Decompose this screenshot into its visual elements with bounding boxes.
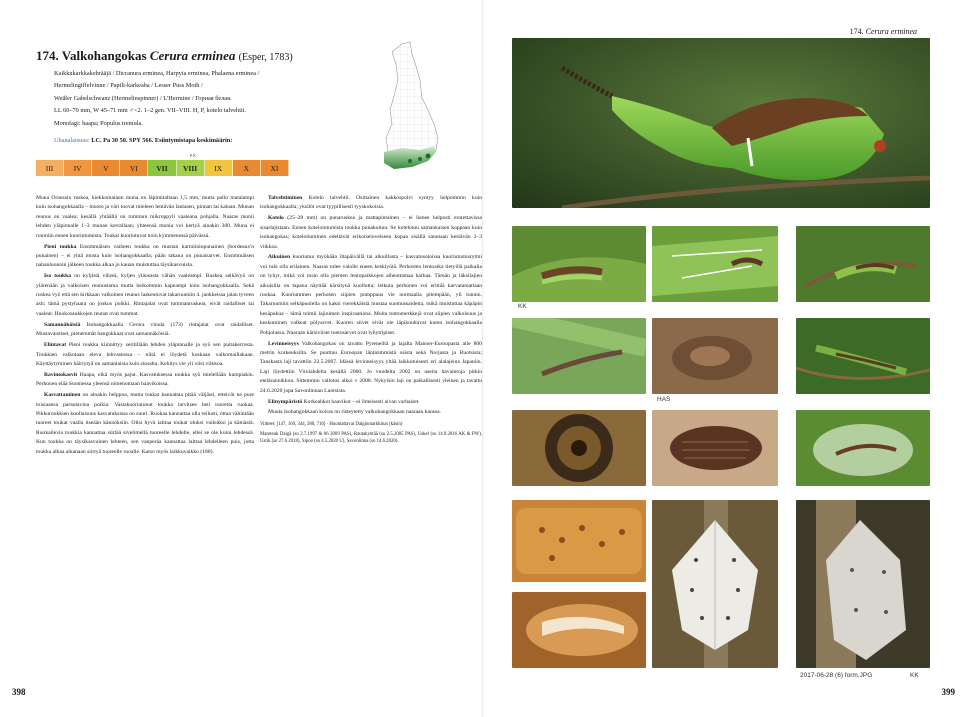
name-line: Kaikkukarkkakehrääjä / Dicranura erminea, Harpyia erminea, Phalaena erminea / — [54, 70, 260, 77]
photo-credit: HAS — [657, 396, 671, 403]
paragraph: Elintavat Pieni toukka kiinnittyy seritillään lehden yläpinnalle ja syö sen puitakerrosta. Toukkien valkotaan eleva lehvastossa – niitä ei löydetä koskaan valkomaillakaan. Käyttäytyminen häiriytyä on samanlaista kuin siosalta. Kehitys vie yli viisi viikkoa. — [36, 342, 254, 367]
text-column-2 — [260, 194, 482, 445]
paragraph: Ravintokasvit Haapa, eikä myös pajut. Kasvatuksessa toukka syö mielellään kumpiakin. Perhonen elää Suomessa yleensä nimenomaan haavikoissa. — [36, 371, 254, 388]
paragraph: Pieni toukka Ensimmäisen vaiheen toukka on mustan karmiininpunainen (bordeaux'n punainen) – ei yhtä musta kuin isohangokkaalla; pään takana on punaisarvet. Ensimmäisen nahanluonnin jälkeen toukka alkaa jo kauan muistuttaa täysikasvuista. — [36, 243, 254, 269]
moth-photo-1 — [652, 500, 778, 668]
name-line: Monofagi: haapa; Populus tremula. — [54, 119, 143, 127]
paragraph: Kasvattaminen on ainakin helppoa, mutta toukat kannattaa pitää väljästi, etteivät ne pure toisiaansa parantavina poikia. Vastakuoriutunut toukka tarvitsee heti tuoretta ruokaa. Pikkuroukkien kuollaisuus kasvatuksissa on suuri. Ruokaa kannattaa olla reilusti, ottaa vähintään tuoreet toukat vaalla itseään kännöksiin. Olisi hyvä laittaa toukat oluksi vuileäksi ja kämästä. Ruokailevia toukkia kannattaa siirtää sivelimellä tuoreelle lehdelle, ellei se ole kuini lehdessä. Kun toukka on täysikasvuinen lehteen, sen vanperäa kannattaa laittaa lehdelleen puis, jotta toukka alkaa aikanaan siirtyä tuoreelle ruoalle. Katso myös laikkuvaikko (180). — [36, 392, 254, 455]
caterpillar-photo-main — [512, 38, 930, 208]
name-line: Weißer Gabelschwanz (Hermelinspinner) / L'Hermine / Горная белая. — [54, 94, 232, 102]
name-line: LL 60–70 mm, W 45–71 mm ♂<2. 1–2 gen. VII–VIII. H, P, kotelo talvehtii. — [54, 107, 247, 115]
paragraph: Muuta Isohangokkaan koiras on risteytetty valkohangokkaan naaraan kanssa. — [268, 409, 442, 416]
species-author: (Esper, 1783) — [238, 52, 293, 63]
photo-credit: KK — [910, 672, 919, 679]
references: Viitteet: [147, 169, 344, 380, 716] · Huomattavat Dalginmarkkinat (käsin) — [260, 421, 403, 427]
status-line: Uhanalaisuus: LC. Pa 30 50. SPY 566. Esiintymistapa keskimäärin: — [54, 137, 233, 144]
paragraph: Levinneisyys Valkohangokas on tavattu Pyreneiltä ja lajalta Manner-Euroopasta alle 800 metrin korkeuksilta. Se puuttuu Euroopan läntisimmistä osista sekä Norjasta ja Ruotsista; Tanskasta laji tavattiin 22.5.2007. Idässä levinneisyys yltää laikkutuisesti eri alalajeina Japaniin. Laji löydettiin Virolahdelta kesällä 2000. Jo vuodelta 2002 on useita havaintoja pitkin etelärannikkoa. Sittemmin vallotus alkoi v 2008. Nykyisin laji on paikallisesti yleinen ja tavattu 24.6.2020 jopa Savonlinnan Luotsista. — [260, 340, 482, 394]
larva-small-photo — [512, 318, 646, 394]
common-name: Valkohangokas — [61, 48, 147, 63]
paragraph: Muna Oranssin ruskea, kiekkomainen muna on läpimitaltaan 1,5 mm, mutta pallo matalampi kuin isohangokkaalla – muoto ja väri tuovat mieleen lentävän lautasen, pinnan tai kaluan. Munan reunus on vaalea; kesällä yhtäällä on rummun mikroppyli vaaleana pohjalla. Naaras munii lehden yläpinnalle 1–3 munan kerrallaan; yhteensä munia voi kertyä ainakin 300. Muna ei ruumiin ennen kuorintumista. Toukat kuoriutuvat noin kymmenessä päivässä. — [36, 195, 254, 239]
paragraph: Elinympäristö Korkeahkot haavikot – ei ilmeisesti aivan varhaiset. — [268, 398, 420, 405]
larva-young-photo — [512, 226, 646, 302]
larva-twig-photo — [796, 318, 930, 394]
larva-leaf-photo — [652, 226, 778, 302]
photo-credit: KK — [518, 303, 527, 310]
species-title: 174. Valkohangokas Cerura erminea (Esper, 1783) — [36, 48, 293, 63]
name-block — [54, 68, 354, 130]
month-cell: VI — [120, 160, 148, 176]
pupa-cocoon-photo — [652, 318, 778, 394]
paragraph: Talvehtiminen Kotelo talvehtii. Osittainen kakkospolvi syntyy helpommin kuin isohangokkaalla; yksilöt ovat tyypillisesti tyyskokoisia. — [260, 195, 482, 211]
right-page — [484, 0, 969, 717]
month-cell: IV — [64, 160, 92, 176]
finland-distribution-map — [372, 40, 450, 175]
month-cell: VII — [148, 160, 176, 176]
page-number-left: 398 — [12, 687, 26, 697]
paragraph: Aikuinen kuoriutuu myöhään iltapäivällä tai alkuillasta – kasvatusoloissa kuoriutumisrytmi voi tuki olla erilainen. Naaras tulee valolle eneen keskiyötä. Perhosten lentoaika tietyillä paikalla on lyhyt, mikä voi tosin olla pienten lentopaikkojen aiheuttamaa harhaa. Tämän ja läksilajien aikuisilla on tapana näyttää kärsitynä kuollutta; letkuta perhonen voi erittää karvatamattaan ruokaa. Kuoriutumen perhosen siipien pumppaus vie normaalia pitempään, yli tunnin. Takaruumiin selkäpuolella on kaksi vierekkäistä mustaa suomussaidetta, mikä muistuttaa käpäpin kesäpukua – tämä toimii lajinimen inspiraationa. Muita tuntomerkkejä ovat siipien valkoisuus ja keskuminen valkeat pölyarvet. Kuoren siivet eivät ole läpikuultavat kuten isohangokkaalla Pohjolassa. Naaraan kärsiviiset tuntosarvet ovat lyhytripiset. — [260, 254, 482, 336]
larva-fine-leaf-photo — [796, 410, 930, 486]
month-cell: VIII — [177, 160, 205, 176]
scientific-name: Cerura erminea — [149, 48, 236, 63]
month-cell: V — [92, 160, 120, 176]
month-cell: III — [36, 160, 64, 176]
photo-caption-file: 2017-06-28 (6) form.JPG — [800, 672, 873, 679]
cocoon-opened-photo — [512, 592, 646, 668]
records: Mareteuk Dalgä (so 2.7.1997 & 06 2009 PAS), Rautakyntää (so 2.5.2005 PAS), Uskel (so 14.9.2016 AK & PW), Ustik (so 27.6.2018), Sipoo (so 4.5.2020 U), Savonlinna (so 14.6.2020). — [260, 431, 482, 444]
page-number-right: 399 — [941, 687, 955, 697]
paragraph: Kotelo (25–28 mm) on punaruskea ja mattapintainen – ei lienee helposti erotettavissa sisarlajistaan. Ennen kotelointumista toukka punakoituu. Se kotelotuu samankaisen koppaan kuin isohangokas; koteloituminen edeltävät erikoiselovelseen kopan sisällä sanotaan kestävän 2–3 viikkoa. — [260, 215, 482, 250]
larva-branch-photo — [796, 226, 930, 302]
text-column-1 — [36, 194, 254, 458]
pupa-photo — [652, 410, 778, 486]
month-cell: XI — [261, 160, 289, 176]
paragraph: Iso toukka on kyljistä vihreä, kyljen yläosasta vähän vaaleampi. Ruskea selkävyö on ylärenään ja valkoisen reunustama mutta heikommin kapeampi kuin isohangokkaalla. Sekä ruskea vyö että sen kirkkaan valkoinen reunus laskeutuvat takaruumiin 4. jaokkeissa jalan tyveen asti; tämä pystyhaara on joskus poikki. Rintajalat ovat tummanruskeat, eivät raidalliset tai vaaleat. Huokosaukkojen reunat ovat tummat. — [36, 273, 254, 317]
running-head: 174. Cerura erminea — [849, 27, 917, 36]
flight-period-bar — [36, 160, 289, 176]
moth-photo-2 — [796, 500, 930, 668]
cocoon-pattern-photo — [512, 500, 646, 582]
egg-macro-photo — [512, 410, 646, 486]
paragraph: Samannäköisiä Isohangokkaalla Cerura vinula (173) rintajalat ovat raidalliset. Mustavaistiset, pienemmät hangokkaat ovat samannäköisiä. — [36, 321, 255, 338]
left-page: 174. Valkohangokas Cerura erminea (Esper, 1783) Kaikkukarkkakehrääjä / Dicranura erminea, Harpyia erminea, Phalaena erminea / Hermelingiffelvinne / Papili-karkeaba / Lesser Puss Moth / Weißer Gabelschwanz (Hermelinspinner) / L'Hermine / Горная белая. LL 60–70 mm, W 45–71 mm ♂<2. 1–2 gen. VII–VIII. H, P, kotelo talvehtii. Monofagi: haapa; Populus tremula. Uhanalaisuus: LC. Pa 30 50. SPY 566. Esiintymistapa keskimäärin: P K III IV V VI VII VIII IX X XI Muna Oranssin ruskea, kiekkomainen muna on läpimitaltaan 1,5 mm, mutta pallo matalampi kuin isohangokkaalla – muoto ja väri tuovat mieleen lentävän lautasen, pinnan tai kaluan. Munan reunus on vaalea; kesällä yhtäällä on rummun mikroppyli vaaleana pohjalla. Naaras munii lehden yläpinnalle 1–3 munan kerrallaan; yhteensä munia voi kertyä ainakin 300. Muna ei ruumiin ennen kuorintumista. Toukat kuoriutuvat noin kymmenessä päivässä. Pieni toukka Ensimmäisen vaiheen toukka on mustan karmiininpunainen (bordeaux'n punainen) – ei yhtä musta kuin isohangokkaalla; pään takana on punaisarvet. Ensimmäisen nahanluonnin jälkeen toukka alkaa jo kauan muistuttaa täysikasvuista. Iso toukka on kyljistä vihreä, kyljen yläosasta vähän vaaleampi. Ruskea selkävyö on ylärenään ja valkoisen reunustama mutta heikommin kapeampi kuin isohangokkaalla. Sekä ruskea vyö että sen kirkkaan valkoinen reunus laskeutuvat takaruumiin 4. jaokkeissa jalan tyveen asti; tämä pystyhaara on joskus poikki. Rintajalat ovat tummanruskeat, eivät raidalliset tai vaaleat. Huokosaukkojen reunat ovat tummat. Samannäköisiä Isohangokkaalla Cerura vinula (173) rintajalat ovat raidalliset. Mustavaistiset, pienemmät hangokkaat ovat samannäköisiä. Elintavat Pieni toukka kiinnittyy seritillään lehden yläpinnalle ja syö sen puitakerrosta. Toukkien valkotaan eleva lehvastossa – niitä ei löydetä koskaan valkomaillakaan. Käyttäytyminen häiriytyä on samanlaista kuin siosalta. Kehitys vie yli viisi viikkoa. Ravintokasvit Haapa, eikä myös pajut. Kasvatuksessa toukka syö mielellään kumpiakin. Perhonen elää Suomessa yleensä nimenomaan haavikoissa. Kasvattaminen on ainakin helppoa, mutta toukat kannattaa pitää väljästi, etteivät ne pure toisiaansa parantavina poikia. Vastakuoriutunut toukka tarvitsee heti tuoretta ruokaa. Pikkuroukkien kuollaisuus kasvatuksissa on suuri. Ruokaa kannattaa olla reilusti, ottaa vähintään tuoreet toukat vaalla itseään kännöksiin. Olisi hyvä laittaa toukat oluksi vuileäksi ja kämästä. Ruokailevia toukkia kannattaa siirtää sivelimellä tuoreelle lehdelle, ellei se ole kuini lehdessä. Kun toukka on täysikasvuinen lehteen, sen vanperäa kannattaa laittaa lehdelleen puis, jotta toukka alkaa aikanaan siirtyä tuoreelle ruoalle. Katso myös laikkuvaikko (180). Talvehtiminen Kotelo talvehtii. Osittainen kakkospolvi syntyy helpommin kuin isohangokkaalla; yksilöt ovat tyypillisesti tyyskokoisia. Kotelo (25–28 mm) on punaruskea ja mattapintainen – ei lienee helposti erotettavissa sisarlajistaan. Ennen kotelointumista toukka punakoituu. Se kotelotuu samankaisen koppaan kuin isohangokas; koteloituminen edeltävät erikoiselovelseen kopan sisällä sanotaan kestävän 2–3 viikkoa. Aikuinen kuoriutuu myöhään iltapäivällä tai alkuillasta – kasvatusoloissa kuoriutumisrytmi voi tuki olla erilainen. Naaras tulee valolle eneen keskiyötä. Perhosten lentoaika tietyillä paikalla on lyhyt, mikä voi tosin olla pienten lentopaikkojen aiheuttamaa harhaa. Tämän ja läksilajien aikuisilla on tapana näyttää kärsitynä kuollutta; letkuta perhonen voi erittää karvatamattaan ruokaa. Kuoriutumen perhosen siipien pumppaus vie normaalia pitempään, yli tunnin. Takaruumiin selkäpuolella on kaksi vierekkäistä mustaa suomussaidetta, mikä muistuttaa käpäpin kesäpukua – tämä toimii lajinimen inspiraationa. Muita tuntomerkkejä ovat siipien valkoisuus ja keskuminen valkeat pölyarvet. Kuoren siivet eivät ole läpikuultavat kuten isohangokkaalla Pohjolassa. Naaraan kärsiviiset tuntosarvet ovat lyhytripiset. Levinneisyys Valkohangokas on tavattu Pyreneiltä ja lajalta Manner-Euroopasta alle 800 metrin korkeuksilta. Se puuttuu Euroopan läntisimmistä osista sekä Norjasta ja Ruotsista; Tanskasta laji tavattiin 22.5.2007. Idässä levinneisyys yltää laikkutuisesti eri alalajeina Japaniin. Laji löydettiin Virolahdelta kesällä 2000. Jo vuodelta 2002 on useita havaintoja pitkin etelärannikkoa. Sittemmin vallotus alkoi v 2008. Nykyisin laji on paikallisesti yleinen ja tavattu 24.6.2020 jopa Savonlinnan Luotsista. Elinympäristö Korkeahkot haavikot – ei ilmeisesti aivan varhaiset. Muuta Isohangokkaan koiras on risteytetty valkohangokkaan naaraan kanssa. Viitteet: [147, 169, 344, 380, 716] · Huomattavat Dalginmarkkinat (käsin) Mareteuk Dalgä (so 2.7.1997 & 06 2009 PAS), Rautakyntää (so 2.5.2005 PAS), Uskel (so 14.9.2016 AK & PW), Ustik (so 27.6.2018), Sipoo (so 4.5.2020 U), Savonlinna (so 14.6.2020). 398 — [0, 0, 484, 717]
name-line: Hermelingiffelvinne / Papili-karkeaba / Lesser Puss Moth / — [54, 82, 203, 90]
month-cell: X — [233, 160, 261, 176]
month-cell: IX — [205, 160, 233, 176]
